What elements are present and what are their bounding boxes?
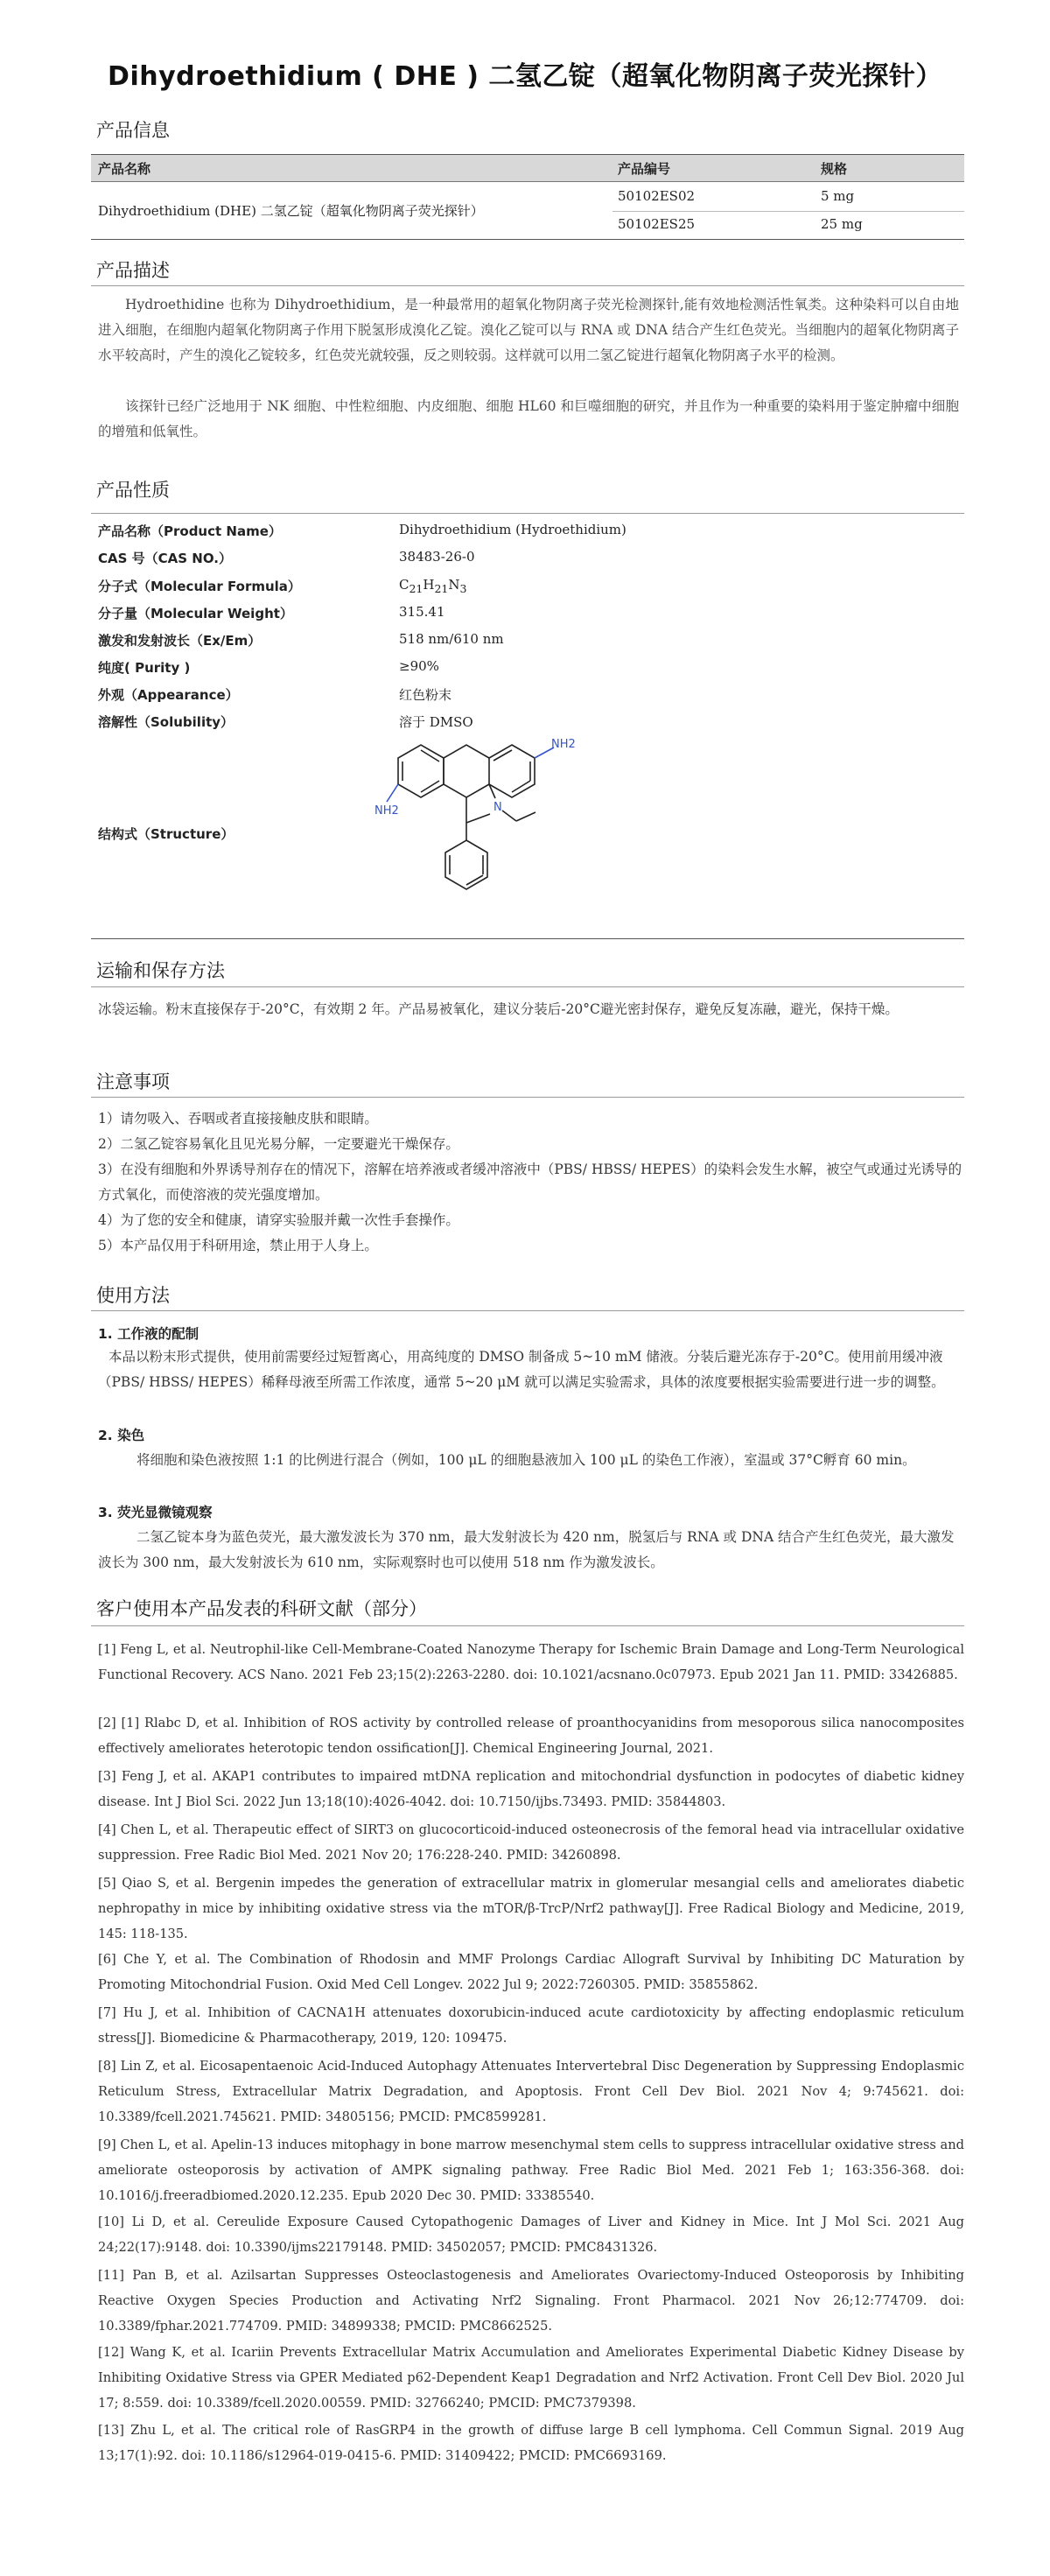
reference-item: [13] Zhu L, et al. The critical role of RasGRP4 in the growth of diffuse large B cell lymphoma. Cell Commun Signal. 2019 Aug 13;17(1):92. doi: 10.1186/s12964-019-0415-6. PMID: 31409422; PMCID: PMC6693169. (98, 2423, 964, 2463)
usage-step-1-text: 本品以粉末形式提供，使用前需要经过短暂离心，用高纯度的 DMSO 制备成 5~10 mM 储液。分装后避光冻存于-20°C。使用前用缓冲液（PBS/ HBSS/ HEPES）稀释母液至所需工作浓度，通常 5~20 μM 就可以满足实验需求，具体的浓度要根据实验需要进行进一步的调整。 (98, 1349, 945, 1390)
info-header-code: 产品编号 (618, 161, 671, 177)
prop-value-formula: $C_{21}H_{21}N_3$ (399, 577, 467, 595)
info-header-spec: 规格 (821, 161, 848, 177)
nh2-left-label: NH2 (374, 804, 399, 818)
prop-label-solubility: 溶解性（Solubility） (98, 714, 234, 730)
info-spec-1: 5 mg (821, 188, 855, 204)
usage-step-2-heading: 2. 染色 (98, 1428, 145, 1443)
chemical-structure (374, 726, 595, 923)
ring-c (398, 745, 444, 797)
info-spec-2: 25 mg (821, 216, 863, 232)
prop-value-exem: 518 nm/610 nm (399, 631, 504, 647)
reference-item: [8] Lin Z, et al. Eicosapentaenoic Acid-Induced Autophagy Attenuates Intervertebral Disc Degeneration by Suppressing Endoplasmic Reticulum Stress, Extracellular Matrix Degradation, and Apoptosis. Front Cell Dev Biol. 2021 Nov 4; 9:745621. doi: 10.3389/fcell.2021.745621. PMID: 34805156; PMCID: PMC8599281. (98, 2059, 964, 2124)
description-para-2: 该探针已经广泛地用于 NK 细胞、中性粒细胞、内皮细胞、细胞 HL60 和巨噬细胞的研究，并且作为一种重要的染料用于鉴定肿瘤中细胞的增殖和低氧性。 (98, 398, 959, 439)
usage-step-1-heading: 1. 工作液的配制 (98, 1326, 200, 1342)
section-heading-storage: 运输和保存方法 (96, 960, 225, 981)
section-heading-properties: 产品性质 (96, 480, 170, 501)
section-heading-notes: 注意事项 (96, 1071, 170, 1092)
note-item-2: 2）二氢乙锭容易氧化且见光易分解，一定要避光干燥保存。 (98, 1136, 459, 1152)
reference-item: [3] Feng J, et al. AKAP1 contributes to impaired mtDNA replication and mitochondrial dysfunction in podocytes of diabetic kidney disease. Int J Biol Sci. 2022 Jun 13;18(10):4026-4042. doi: 10.7150/ijbs.73493. PMID: 35844803. (98, 1769, 964, 1809)
prop-label-structure: 结构式（Structure） (98, 826, 234, 842)
usage-step-3-heading: 3. 荧光显微镜观察 (98, 1505, 213, 1520)
storage-rule (91, 986, 964, 987)
description-para-1: Hydroethidine 也称为 Dihydroethidium，是一种最常用的超氧化物阴离子荧光检测探针,能有效地检测活性氧类。这种染料可以自由地进入细胞，在细胞内超氧化物阴离子作用下脱氢形成溴化乙锭。溴化乙锭可以与 RNA 或 DNA 结合产生红色荧光。当细胞内的超氧化物阴离子水平较高时，产生的溴化乙锭较多，红色荧光就较强，反之则较弱。这样就可以用二氢乙锭进行超氧化物阴离子水平的检测。 (98, 297, 959, 363)
usage-step-2-text: 将细胞和染色液按照 1:1 的比例进行混合（例如，100 μL 的细胞悬液加入 100 μL 的染色工作液），室温或 37°C孵育 60 min。 (136, 1452, 916, 1468)
reference-item: [4] Chen L, et al. Therapeutic effect of SIRT3 on glucocorticoid-induced osteonecrosis of the femoral head via intracellular oxidative suppression. Free Radic Biol Med. 2021 Nov 20; 176:228-240. PMID: 34260898. (98, 1822, 964, 1863)
prop-value-appearance: 红色粉末 (399, 687, 452, 703)
note-item-3: 3）在没有细胞和外界诱导剂存在的情况下，溶解在培养液或者缓冲溶液中（PBS/ HBSS/ HEPES）的染料会发生水解，被空气或通过光诱导的方式氧化，而使溶液的荧光强度增加。 (98, 1162, 962, 1203)
prop-label-appearance: 外观（Appearance） (98, 687, 239, 703)
prop-value-purity: ≥90% (399, 658, 439, 674)
properties-bottom-rule (91, 938, 964, 939)
reference-item: [10] Li D, et al. Cereulide Exposure Caused Cytopathogenic Damages of Liver and Kidney in Mice. Int J Mol Sci. 2021 Aug 24;22(17):9148. doi: 10.3390/ijms22179148. PMID: 34502057; PMCID: PMC8431326. (98, 2215, 964, 2255)
prop-label-formula: 分子式（Molecular Formula） (98, 579, 301, 594)
description-rule (91, 285, 964, 286)
storage-text: 冰袋运输。粉末直接保存于-20°C，有效期 2 年。产品易被氧化，建议分装后-20°C避光密封保存，避免反复冻融，避光，保持干燥。 (98, 1001, 899, 1017)
info-header-name: 产品名称 (98, 161, 151, 177)
section-heading-references: 客户使用本产品发表的科研文献（部分） (96, 1598, 427, 1619)
reference-item: [1] Feng L, et al. Neutrophil-like Cell-Membrane-Coated Nanozyme Therapy for Ischemic Brain Damage and Long-Term Neurological Functional Recovery. ACS Nano. 2021 Feb 23;15(2):2263-2280. doi: 10.1021/acsnano.0c07973. Epub 2021 Jan 11. PMID: 33426885. (98, 1642, 964, 1682)
phenyl-ring (445, 840, 487, 889)
info-table-bottom-rule (91, 239, 964, 240)
note-item-1: 1）请勿吸入、吞咽或者直接接触皮肤和眼睛。 (98, 1111, 378, 1127)
nitrogen-label: N (494, 801, 502, 814)
usage-rule (91, 1310, 964, 1311)
info-code-2: 50102ES25 (618, 216, 696, 232)
prop-label-name: 产品名称（Product Name） (98, 523, 282, 539)
prop-value-name: Dihydroethidium (Hydroethidium) (399, 522, 626, 537)
reference-item: [2] [1] Rlabc D, et al. Inhibition of ROS activity by controlled release of proanthocyanidins from mesoporous silica nanocomposites effectively ameliorates heterotopic tendon ossification[J]. Chemical Engineering Journal, 2021. (98, 1716, 964, 1756)
info-product-name: Dihydroethidium (DHE) 二氢乙锭（超氧化物阴离子荧光探针） (98, 203, 484, 219)
usage-step-3-text: 二氢乙锭本身为蓝色荧光，最大激发波长为 370 nm，最大发射波长为 420 nm，脱氢后与 RNA 或 DNA 结合产生红色荧光，最大激发波长为 300 nm，最大发射波长为 610 nm，实际观察时也可以使用 518 nm 作为激发波长。 (98, 1529, 955, 1570)
prop-value-cas: 38483-26-0 (399, 549, 475, 565)
reference-item: [11] Pan B, et al. Azilsartan Suppresses Osteoclastogenesis and Ameliorates Ovariectomy-Induced Osteoporosis by Inhibiting Reactive Oxygen Species Production and Activating Nrf2 Signaling. Front Pharmacol. 2021 Nov 26;12:774709. doi: 10.3389/fphar.2021.774709. PMID: 34899338; PMCID: PMC8662525. (98, 2268, 964, 2334)
prop-label-cas: CAS 号（CAS NO.） (98, 551, 232, 566)
prop-label-mw: 分子量（Molecular Weight） (98, 606, 293, 621)
nh2-top-label: NH2 (551, 738, 576, 751)
prop-value-mw: 315.41 (399, 604, 445, 620)
properties-rule (91, 513, 964, 514)
prop-label-purity: 纯度( Purity ) (98, 660, 191, 676)
section-heading-info: 产品信息 (96, 120, 170, 141)
section-heading-usage: 使用方法 (96, 1285, 170, 1306)
reference-item: [6] Che Y, et al. The Combination of Rhodosin and MMF Prolongs Cardiac Allograft Survival by Inhibiting DC Maturation by Promoting Mitochondrial Fusion. Oxid Med Cell Longev. 2022 Jul 9; 2022:7260305. PMID: 35855862. (98, 1952, 964, 1992)
page-title: Dihydroethidium ( DHE ) 二氢乙锭（超氧化物阴离子荧光探针） (108, 61, 942, 92)
ring-a (489, 745, 535, 797)
prop-value-solubility: 溶于 DMSO (399, 714, 473, 730)
note-item-4: 4）为了您的安全和健康，请穿实验服并戴一次性手套操作。 (98, 1212, 459, 1228)
reference-item: [5] Qiao S, et al. Bergenin impedes the generation of extracellular matrix in glomerular mesangial cells and ameliorates diabetic nephropathy in mice by inhibiting oxidative stress via the mTOR/β-TrcP/Nrf2 pathway[J]. Free Radical Biology and Medicine, 2019, 145: 118-135. (98, 1876, 964, 1941)
note-item-5: 5）本产品仅用于科研用途，禁止用于人身上。 (98, 1238, 378, 1253)
section-heading-description: 产品描述 (96, 260, 170, 281)
prop-label-exem: 激发和发射波长（Ex/Em） (98, 633, 262, 649)
references-rule (91, 1625, 964, 1626)
info-row-divider (612, 211, 964, 212)
reference-item: [9] Chen L, et al. Apelin-13 induces mitophagy in bone marrow mesenchymal stem cells to suppress intracellular oxidative stress and ameliorate osteoporosis by activation of AMPK signaling pathway. Free Radic Biol Med. 2021 Feb 1; 163:356-368. doi: 10.1016/j.freeradbiomed.2020.12.235. Epub 2020 Dec 30. PMID: 33385540. (98, 2137, 964, 2203)
reference-item: [7] Hu J, et al. Inhibition of CACNA1H attenuates doxorubicin-induced acute cardiotoxicity by affecting endoplasmic reticulum stress[J]. Biomedicine & Pharmacotherapy, 2019, 120: 109475. (98, 2005, 964, 2046)
reference-item: [12] Wang K, et al. Icariin Prevents Extracellular Matrix Accumulation and Ameliorates Experimental Diabetic Kidney Disease by Inhibiting Oxidative Stress via GPER Mediated p62-Dependent Keap1 Degradation and Nrf2 Activation. Front Cell Dev Biol. 2020 Jul 17; 8:559. doi: 10.3389/fcell.2020.00559. PMID: 32766240; PMCID: PMC7379398. (98, 2345, 964, 2411)
notes-rule (91, 1097, 964, 1098)
info-code-1: 50102ES02 (618, 188, 696, 204)
